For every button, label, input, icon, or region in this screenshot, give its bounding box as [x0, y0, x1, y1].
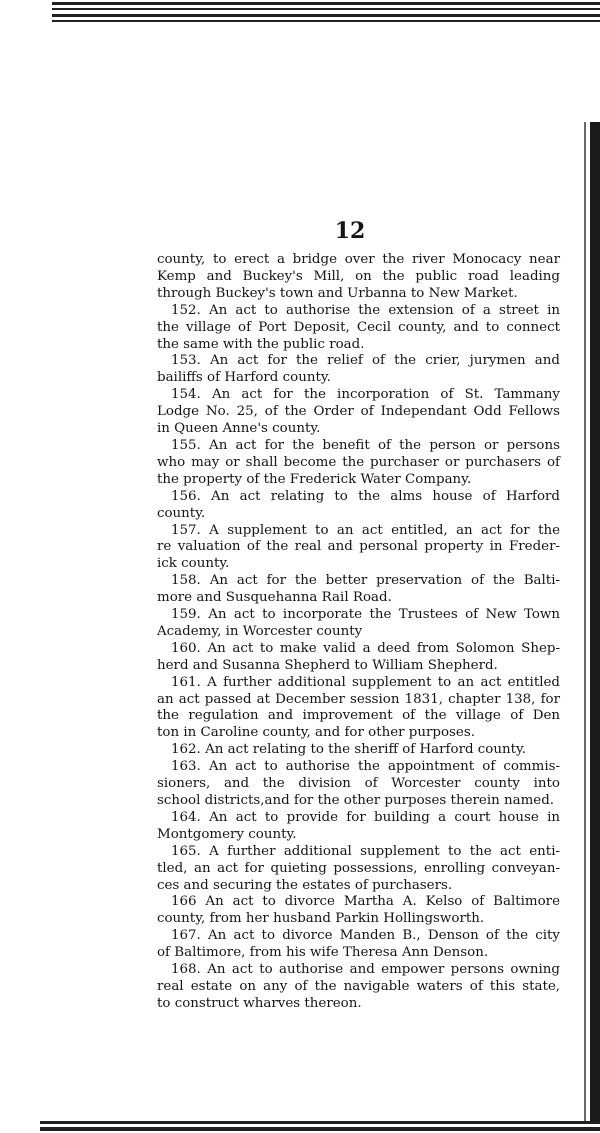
act-paragraph [157, 252, 560, 303]
text-line: 152. An act to authorise the extension of a street in [171, 302, 560, 318]
act-paragraph [157, 387, 560, 438]
text-line: to construct wharves thereon. [157, 995, 362, 1011]
act-paragraph [157, 675, 560, 743]
text-line: in Queen Anne's county. [157, 421, 321, 437]
text-line: school districts,and for the other purposes therein named. [157, 793, 555, 808]
text-line: Kemp and Buckey's Mill, on the public road leading [157, 268, 560, 284]
text-line: more and Susquehanna Rail Road. [157, 590, 392, 606]
act-paragraph [157, 438, 560, 489]
page-edge-line [584, 122, 586, 1122]
text-line: Lodge No. 25, of the Order of Independant Odd Fellows [157, 404, 560, 420]
text-line: county. [157, 505, 206, 521]
text-line: 161. A further additional supplement to an act entitled [171, 674, 560, 690]
text-line: the same with the public road. [157, 336, 365, 352]
text-line: the property of the Frederick Water Company. [157, 471, 472, 487]
text-line: tled, an act for quieting possessions, enrolling conveyan- [157, 860, 560, 876]
text-line: county, to erect a bridge over the river Monocacy near [157, 252, 560, 267]
text-line: ton in Caroline county, and for other purposes. [157, 725, 475, 741]
text-line: 156. An act relating to the alms house of Harford [171, 488, 560, 504]
text-line: 164. An act to provide for building a court house in [171, 809, 560, 825]
text-line: county, from her husband Parkin Hollingsworth. [157, 911, 485, 927]
bottom-border-rules [40, 1117, 600, 1133]
text-line: 165. A further additional supplement to the act enti- [171, 843, 560, 859]
text-line: 167. An act to divorce Manden B., Denson of the city [171, 928, 560, 944]
text-line: 166 An act to divorce Martha A. Kelso of Baltimore [171, 894, 560, 910]
text-line: an act passed at December session 1831, chapter 138, for [157, 691, 560, 707]
act-paragraph [157, 353, 560, 387]
text-line: herd and Susanna Shepherd to William Shepherd. [157, 657, 498, 673]
text-line: the regulation and improvement of the village of Den [157, 708, 560, 724]
top-border-rules [52, 0, 600, 26]
act-paragraph [157, 759, 560, 810]
act-paragraph [157, 523, 560, 574]
text-line: 160. An act to make valid a deed from Solomon Shep- [171, 640, 560, 656]
text-line: sioners, and the division of Worcester county into [157, 776, 560, 792]
act-paragraph [157, 607, 560, 641]
text-line: re valuation of the real and personal property in Freder- [157, 539, 560, 555]
page-edge-shadow [590, 122, 600, 1122]
text-line: 163. An act to authorise the appointment of commis- [171, 759, 560, 775]
act-paragraph [157, 303, 560, 354]
text-line: real estate on any of the navigable waters of this state, [157, 978, 560, 994]
text-line: 168. An act to authorise and empower persons owning [171, 962, 560, 978]
text-line: 157. A supplement to an act entitled, an act for the [171, 522, 560, 538]
text-line: 159. An act to incorporate the Trustees of New Town [171, 607, 560, 623]
text-line: bailiffs of Harford county. [157, 370, 331, 386]
act-paragraph [157, 641, 560, 675]
act-paragraph [157, 894, 560, 928]
text-line: 158. An act for the better preservation of the Balti- [171, 573, 560, 589]
text-line: who may or shall become the purchaser or purchasers of [157, 454, 560, 470]
act-paragraph [157, 928, 560, 962]
act-paragraph [157, 489, 560, 523]
document-body [157, 252, 560, 1013]
page-number-text: 12 [334, 218, 366, 244]
act-paragraph [157, 844, 560, 895]
text-line: ick county. [157, 556, 230, 572]
text-line: 154. An act for the incorporation of St. Tammany [171, 387, 560, 403]
act-paragraph [157, 573, 560, 607]
text-line: of Baltimore, from his wife Theresa Ann Denson. [157, 945, 489, 961]
text-line: 153. An act for the relief of the crier, jurymen and [171, 353, 560, 369]
text-line: ces and securing the estates of purchasers. [157, 877, 453, 893]
act-paragraph [157, 742, 560, 759]
act-paragraph [157, 810, 560, 844]
text-line: Montgomery county. [157, 826, 297, 842]
text-line: the village of Port Deposit, Cecil county, and to connect [157, 319, 560, 335]
text-line: 162. An act relating to the sheriff of Harford county. [171, 742, 527, 758]
page-number [0, 218, 600, 244]
act-paragraph [157, 962, 560, 1013]
text-line: Academy, in Worcester county [157, 623, 363, 639]
text-line: through Buckey's town and Urbanna to New Market. [157, 285, 518, 301]
text-line: 155. An act for the benefit of the person or persons [171, 437, 560, 453]
